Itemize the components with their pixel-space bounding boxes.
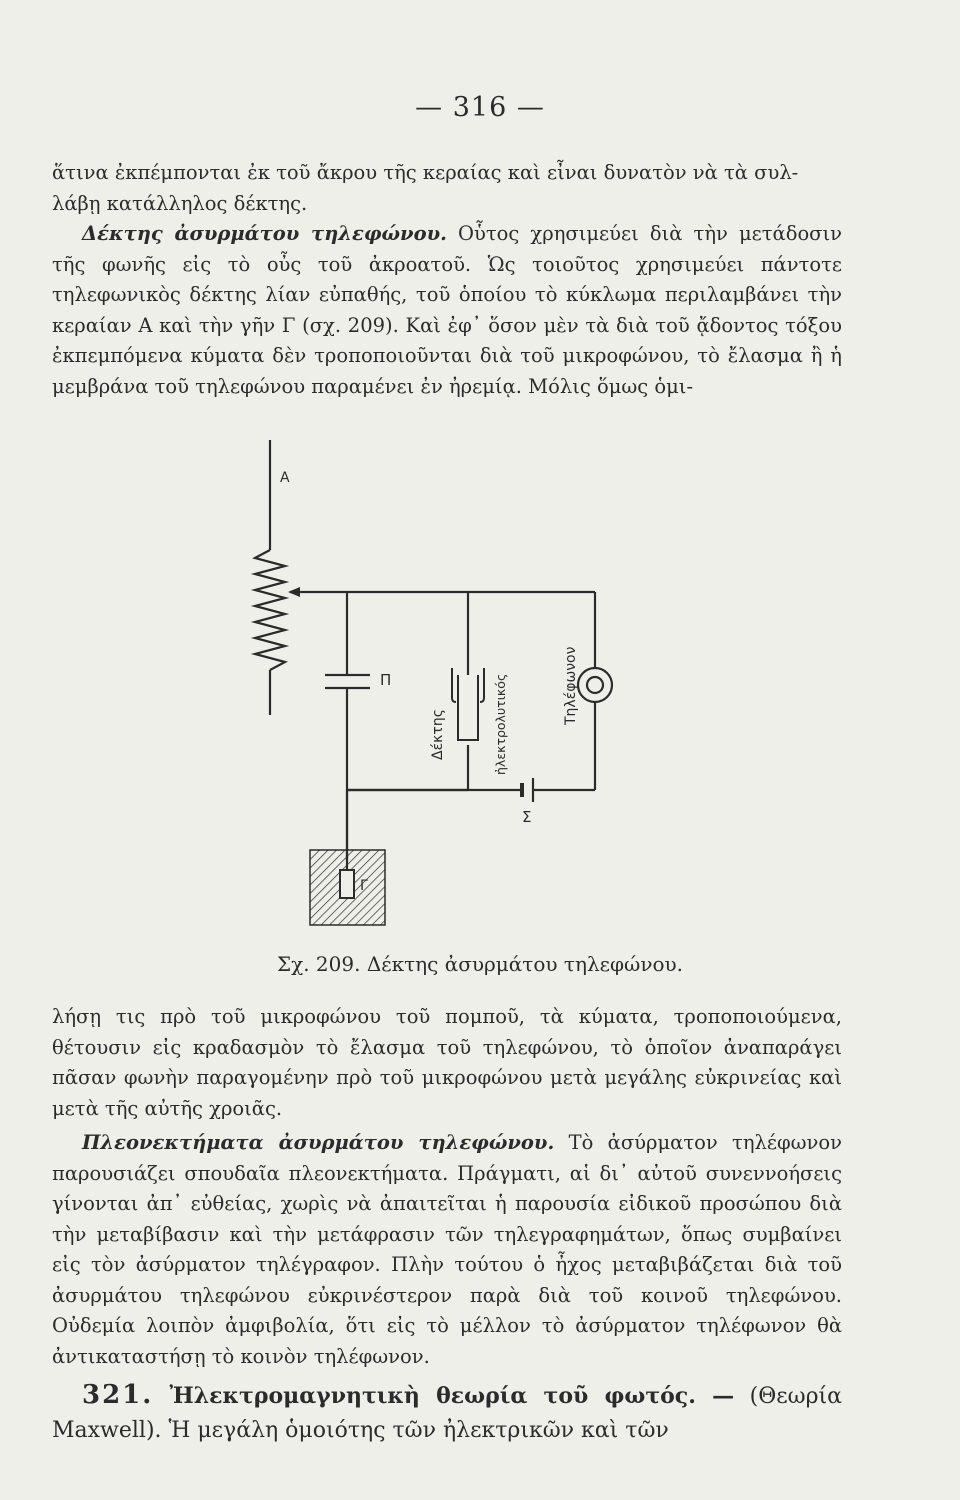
figure-circuit-diagram <box>230 430 660 945</box>
paragraph-heading-advantages: Πλεονεκτήματα ἀσυρμάτου τηλεφώνου. <box>82 1131 555 1154</box>
ground-plate <box>340 870 354 898</box>
paragraph-text-receiver: Οὗτος χρησιμεύει διὰ τὴν μετάδοσιν τῆς φωνῆς εἰς τὸ οὖς τοῦ ἀκροατοῦ. Ὡς τοιοῦτος χρησιμεύει πάντοτε τηλεφωνικὸς δέκτης λίαν εὐπαθής, τοῦ ὁποίου τὸ κύκλωμα περιλαμβάνει τὴν κεραίαν Α καὶ τὴν γῆν Γ (σχ. 209). Καὶ ἐφ᾽ ὅσον μὲν τὰ διὰ τοῦ ᾄδοντος τόξου ἐκπεμπόμενα κύματα δὲν τροποποιοῦνται διὰ τοῦ μικροφώνου, τὸ ἔλασμα ἢ ἡ μεμβράνα τοῦ τηλεφώνου παραμένει ἐν ἠρεμίᾳ. Μόλις ὅμως ὁμι- <box>52 222 842 398</box>
battery-label: Σ <box>522 808 532 826</box>
page-number: — 316 — <box>415 92 545 123</box>
paragraph-continued <box>52 158 842 402</box>
section-321 <box>52 1378 842 1448</box>
figure-caption: Σχ. 209. Δέκτης ἀσυρμάτου τηλεφώνου. <box>276 952 684 976</box>
capacitor-label: Π <box>380 671 392 689</box>
paragraph-continued-speech: λήσῃ τις πρὸ τοῦ μικροφώνου τοῦ πομποῦ, τὰ κύματα, τροποποιούμενα, θέτουσιν εἰς κραδασμὸν τὸ ἔλασμα τοῦ τηλεφώνου, τὸ ὁποῖον ἀναπαράγει πᾶσαν φωνὴν παραγομένην πρὸ τοῦ μικροφώνου μετὰ μεγάλης εὐκρινείας καὶ μετὰ τῆς αὐτῆς χροιᾶς. <box>52 1005 842 1120</box>
receiver-label: Δέκτης <box>430 709 446 760</box>
section-title: Ἠλεκτρομαγνητικὴ θεωρία τοῦ φωτός. — <box>153 1383 735 1409</box>
text-line: ἅτινα ἐκπέμπονται ἐκ τοῦ ἄκρου τῆς κεραίας καὶ εἶναι δυνατὸν νὰ τὰ συλ- <box>52 161 799 184</box>
paragraph-text-advantages: Τὸ ἀσύρματον τηλέφωνον παρουσιάζει σπουδαῖα πλεονεκτήματα. Πράγματι, αἱ δι᾽ αὐτοῦ συνεννοήσεις γίνονται ἀπ᾽ εὐθείας, χωρὶς νὰ ἀπαιτεῖται ἡ παρουσία εἰδικοῦ προσώπου διὰ τὴν μεταβίβασιν καὶ τὴν μετάφρασιν τῶν τηλεγραφημάτων, ὅπως συμβαίνει εἰς τὸν ἀσύρματον τηλέγραφον. Πλὴν τούτου ὁ ἦχος μεταβιβάζεται διὰ τοῦ ἀσυρμάτου τηλεφώνου εὐκρινέστερον παρὰ διὰ τοῦ κοινοῦ τηλεφώνου. Οὐδεμία λοιπὸν ἀμφιβολία, ὅτι εἰς τὸ μέλλον τὸ ἀσύρματον τηλέφωνον θὰ ἀντικαταστήσῃ τὸ κοινὸν τηλέφωνον. <box>52 1131 842 1368</box>
telephone-label: Τηλέφωνον <box>563 646 579 725</box>
antenna-label: Α <box>280 470 290 486</box>
section-number: 321. <box>82 1380 154 1410</box>
electrolytic-label: ἠλεκτρολυτικός <box>493 673 508 775</box>
telephone-symbol <box>578 668 612 702</box>
ground-label: Γ <box>360 878 368 894</box>
section-text: (Θεωρία Maxwell). Ἡ μεγάλη ὁμοιότης τῶν ἠλεκτρικῶν καὶ τῶν <box>52 1384 842 1443</box>
electrolytic-detector <box>452 668 484 740</box>
text-line: λάβῃ κατάλληλος δέκτης. <box>52 191 308 215</box>
coil-inductor <box>255 550 285 670</box>
paragraph-advantages <box>52 1128 842 1372</box>
paragraph-heading-receiver: Δέκτης ἀσυρμάτου τηλεφώνου. <box>82 222 447 245</box>
